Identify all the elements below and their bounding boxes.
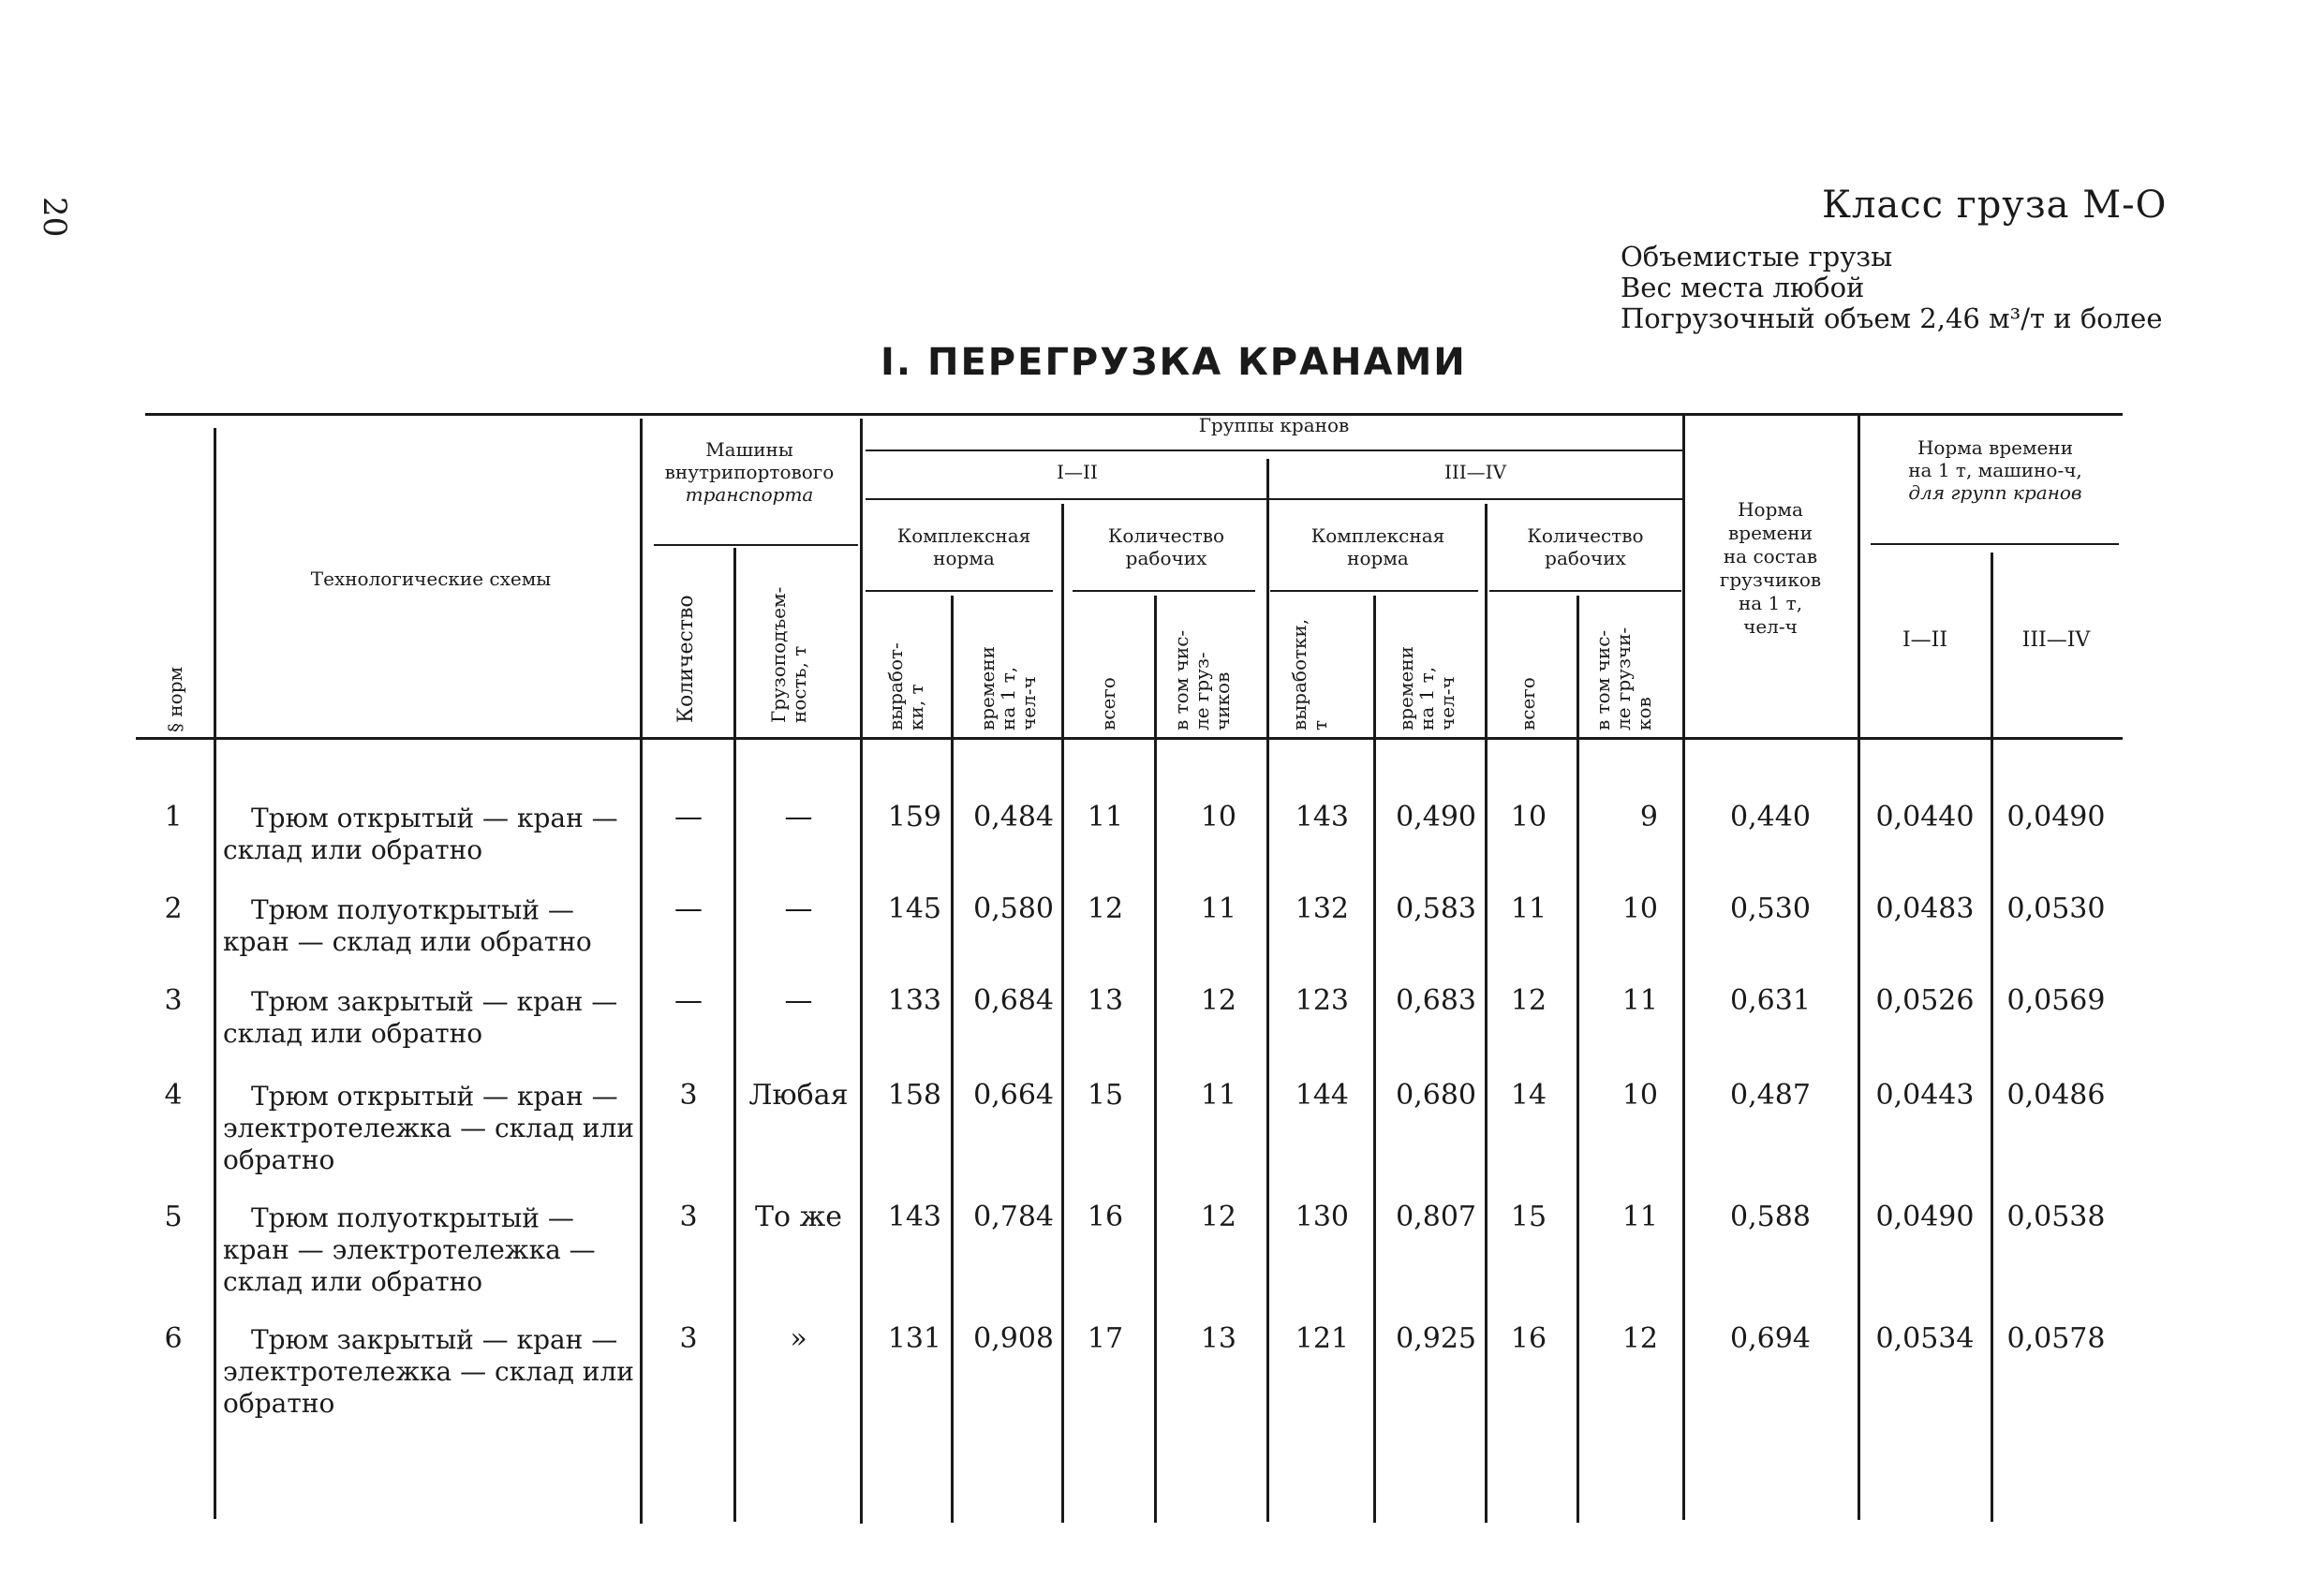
norm-number: 4 [164,1079,183,1112]
scheme-line: Трюм полуоткрытый — [251,1202,574,1233]
scheme-line: электротележка — склад или [223,1113,634,1143]
value-cell: 0,0483 [1875,892,1975,925]
header-quantity: Количество [674,595,698,723]
cargo-class-title: Класс груза М-О [1822,184,2168,227]
value-cell: 132 [1295,892,1349,925]
value-cell: 12 [1200,1201,1236,1233]
transport-quantity: — [674,892,703,925]
value-cell: 130 [1295,1201,1349,1233]
scheme-description [223,894,635,958]
lift-capacity: Любая [748,1079,849,1112]
transport-quantity: 3 [679,1079,698,1112]
value-cell: 0,0490 [2006,801,2106,833]
value-cell: 12 [1510,984,1547,1017]
col-divider [640,419,643,1524]
cargo-info-line: Объемистые грузы [1621,241,1893,273]
value-cell: 10 [1200,801,1236,833]
value-cell: 0,0486 [2006,1079,2106,1112]
value-cell: 0,0534 [1875,1322,1975,1355]
value-cell: 0,580 [973,892,1054,925]
col-divider [1266,459,1269,1522]
value-cell: 0,0569 [2006,984,2106,1017]
value-cell: 0,664 [973,1079,1054,1112]
header-rule [1073,590,1255,592]
value-cell: 0,631 [1730,984,1811,1017]
header-machine-group-iii-iv: III—IV [2021,628,2091,652]
value-cell: 17 [1087,1322,1124,1355]
header-machine-group-i-ii: I—II [1902,628,1948,652]
value-cell: 11 [1087,801,1124,833]
header-complex-norm: Комплексная норма [1310,524,1445,569]
norm-number: 3 [164,984,183,1017]
scheme-line: склад или обратно [223,1018,483,1049]
value-cell: 0,0538 [2006,1201,2106,1233]
header-total: всего [1097,677,1119,730]
value-cell: 0,530 [1730,892,1811,925]
page-number: 20 [36,197,73,238]
scheme-line: Трюм открытый — кран — [251,803,618,833]
value-cell: 0,0443 [1875,1079,1975,1112]
header-rule [1871,543,2119,545]
scheme-line: обратно [223,1388,335,1419]
value-cell: 133 [887,984,941,1017]
header-total: всего [1517,677,1539,730]
value-cell: 0,588 [1730,1201,1811,1233]
value-cell: 0,440 [1730,801,1811,833]
scheme-line: Трюм открытый — кран — [251,1081,618,1112]
value-cell: 11 [1621,1201,1658,1233]
col-divider [214,428,216,1519]
value-cell: 121 [1295,1322,1349,1355]
value-cell: 0,484 [973,801,1054,833]
header-group-iii-iv: III—IV [1443,461,1507,483]
value-cell: 11 [1510,892,1547,925]
col-divider [951,596,954,1523]
value-cell: 145 [887,892,941,925]
value-cell: 0,487 [1730,1079,1811,1112]
value-cell: 15 [1087,1079,1124,1112]
scheme-line: склад или обратно [223,1266,483,1297]
value-cell: 10 [1510,801,1547,833]
header-output: выработки, т [1288,618,1331,730]
scheme-line: электротележка — склад или [223,1356,634,1387]
value-cell: 131 [887,1322,941,1355]
transport-quantity: 3 [679,1322,698,1355]
cargo-info-line: Вес места любой [1621,272,1865,303]
lift-capacity: » [790,1322,807,1355]
header-workers: Количество рабочих [1107,524,1225,569]
scheme-description [223,986,635,1050]
col-divider [1154,596,1157,1523]
col-divider [1991,553,1993,1522]
value-cell: 12 [1621,1322,1658,1355]
scheme-line: кран — склад или обратно [223,926,592,957]
transport-quantity: — [674,984,703,1017]
header-rule [1489,590,1681,592]
value-cell: 0,684 [973,984,1054,1017]
lift-capacity: — [784,892,813,925]
transport-quantity: 3 [679,1201,698,1233]
value-cell: 0,583 [1396,892,1476,925]
scheme-description [223,1202,635,1298]
scheme-line: обратно [223,1144,335,1175]
norm-number: 5 [164,1201,183,1233]
scheme-line: Трюм полуоткрытый — [251,894,574,925]
value-cell: 12 [1200,984,1236,1017]
scheme-line: Трюм закрытый — кран — [251,986,618,1017]
value-cell: 159 [887,801,941,833]
header-norm-number: § норм [164,666,186,732]
value-cell: 0,694 [1730,1322,1811,1355]
value-cell: 0,0526 [1875,984,1975,1017]
value-cell: 0,0440 [1875,801,1975,833]
header-complex-norm: Комплексная норма [896,524,1031,569]
value-cell: 0,784 [973,1201,1054,1233]
value-cell: 0,680 [1396,1079,1476,1112]
norm-number: 2 [164,892,183,925]
value-cell: 143 [1295,801,1349,833]
header-schemes: Технологические схемы [310,568,552,590]
value-cell: 11 [1200,892,1236,925]
header-crew-time-norm: Норма времени на состав грузчиков на 1 т, чел-ч [1719,498,1822,638]
value-cell: 0,925 [1396,1322,1476,1355]
value-cell: 158 [887,1079,941,1112]
transport-quantity: — [674,801,703,833]
value-cell: 0,0490 [1875,1201,1975,1233]
value-cell: 16 [1087,1201,1124,1233]
header-machine-time-norm: Норма времени на 1 т, машино-ч, для групп кранов [1908,436,2082,504]
header-capacity: Грузоподъем- ность, т [767,586,810,723]
header-rule [866,450,1682,451]
header-rule [654,544,858,546]
col-divider [1576,596,1579,1523]
col-divider [1682,415,1685,1520]
value-cell: 16 [1510,1322,1547,1355]
scheme-description [223,1081,635,1176]
col-divider [1858,415,1860,1520]
cargo-info [1621,242,2163,334]
value-cell: 0,908 [973,1322,1054,1355]
value-cell: 123 [1295,984,1349,1017]
scheme-line: кран — электротележка — [223,1234,596,1265]
value-cell: 0,0530 [2006,892,2106,925]
value-cell: 15 [1510,1201,1547,1233]
scheme-line: Трюм закрытый — кран — [251,1324,618,1355]
header-workers: Количество рабочих [1527,524,1644,569]
value-cell: 0,490 [1396,801,1476,833]
lift-capacity: — [784,801,813,833]
col-divider [1061,504,1064,1523]
scheme-line: склад или обратно [223,834,483,865]
header-rule [866,498,1682,500]
col-divider [733,548,736,1522]
value-cell: 12 [1087,892,1124,925]
scheme-description [223,803,635,866]
norm-number: 1 [164,801,183,833]
header-incl-loaders: в том чис- ле грузчи- ков [1591,626,1655,730]
value-cell: 9 [1639,801,1658,833]
header-output: выработ- ки, т [884,642,927,730]
col-divider [1373,596,1376,1523]
header-crane-groups: Группы кранов [1198,414,1350,436]
cargo-info-line: Погрузочный объем 2,46 м³/т и более [1621,302,2163,334]
col-divider [1485,504,1488,1523]
header-time-per-ton: времени на 1 т, чел-ч [1395,646,1458,730]
value-cell: 144 [1295,1079,1349,1112]
col-divider [860,419,863,1524]
value-cell: 13 [1200,1322,1236,1355]
value-cell: 0,0578 [2006,1322,2106,1355]
value-cell: 0,683 [1396,984,1476,1017]
value-cell: 143 [887,1201,941,1233]
header-machines: Машины внутрипортового транспорта [664,438,835,506]
lift-capacity: — [784,984,813,1017]
value-cell: 10 [1621,1079,1658,1112]
value-cell: 0,807 [1396,1201,1476,1233]
header-rule [1270,590,1478,592]
section-title: I. ПЕРЕГРУЗКА КРАНАМИ [881,341,1467,384]
value-cell: 14 [1510,1079,1547,1112]
value-cell: 10 [1621,892,1658,925]
value-cell: 11 [1621,984,1658,1017]
header-rule [866,590,1053,592]
header-time-per-ton: времени на 1 т, чел-ч [976,646,1040,730]
value-cell: 13 [1087,984,1124,1017]
lift-capacity: То же [755,1201,842,1233]
norm-number: 6 [164,1322,183,1355]
scheme-description [223,1324,635,1420]
header-incl-loaders: в том чис- ле груз- чиков [1170,629,1234,730]
header-group-i-ii: I—II [1057,461,1098,483]
value-cell: 11 [1200,1079,1236,1112]
table-header-rule [136,737,2123,740]
